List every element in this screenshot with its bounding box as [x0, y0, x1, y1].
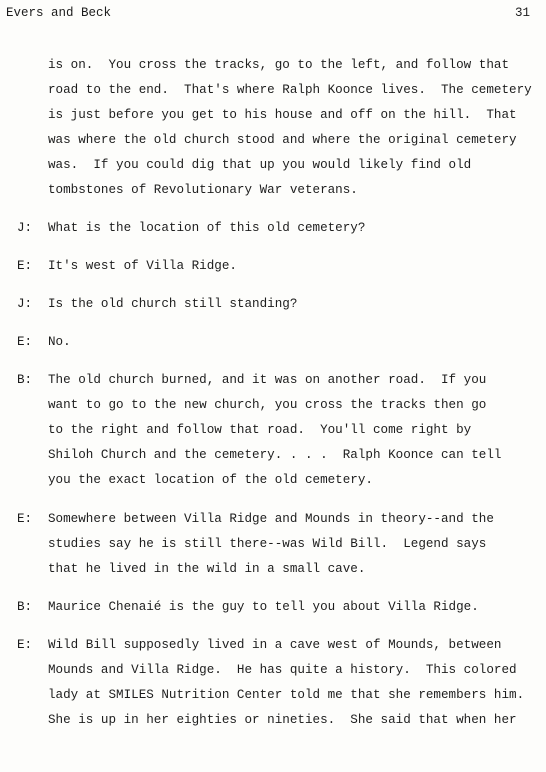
speaker-label: J: — [17, 297, 33, 311]
text-line: was where the old church stood and where the original cemetery — [48, 133, 517, 147]
text-line: The old church burned, and it was on another road. If you — [48, 373, 487, 387]
speaker-label: E: — [17, 638, 33, 652]
speaker-label: B: — [17, 373, 33, 387]
text-line: Wild Bill supposedly lived in a cave west of Mounds, between — [48, 638, 502, 652]
text-line: that he lived in the wild in a small cave. — [48, 562, 366, 576]
text-line: Mounds and Villa Ridge. He has quite a history. This colored — [48, 663, 517, 677]
text-line: was. If you could dig that up you would likely find old — [48, 158, 472, 172]
text-line: Shiloh Church and the cemetery. . . . Ralph Koonce can tell — [48, 448, 502, 462]
text-line: to the right and follow that road. You'll come right by — [48, 423, 472, 437]
page-number: 31 — [514, 6, 530, 20]
text-line: No. — [48, 335, 71, 349]
text-line: lady at SMILES Nutrition Center told me that she remembers him. — [48, 688, 525, 702]
text-line: road to the end. That's where Ralph Koonce lives. The cemetery — [48, 83, 532, 97]
speaker-label: B: — [17, 600, 33, 614]
text-line: Somewhere between Villa Ridge and Mounds in theory--and the — [48, 512, 494, 526]
speaker-label: E: — [17, 512, 33, 526]
text-line: Maurice Chenaié is the guy to tell you about Villa Ridge. — [48, 600, 479, 614]
text-line: is on. You cross the tracks, go to the left, and follow that — [48, 58, 510, 72]
text-line: tombstones of Revolutionary War veterans. — [48, 183, 358, 197]
speaker-label: E: — [17, 335, 33, 349]
text-line: you the exact location of the old cemetery. — [48, 473, 373, 487]
text-line: is just before you get to his house and off on the hill. That — [48, 108, 517, 122]
header-names: Evers and Beck — [6, 6, 112, 20]
text-line: It's west of Villa Ridge. — [48, 259, 237, 273]
text-line: She is up in her eighties or nineties. She said that when her — [48, 713, 517, 727]
text-line: What is the location of this old cemetery? — [48, 221, 366, 235]
speaker-label: J: — [17, 221, 33, 235]
text-line: Is the old church still standing? — [48, 297, 298, 311]
speaker-label: E: — [17, 259, 33, 273]
text-line: studies say he is still there--was Wild Bill. Legend says — [48, 537, 487, 551]
text-line: want to go to the new church, you cross the tracks then go — [48, 398, 487, 412]
